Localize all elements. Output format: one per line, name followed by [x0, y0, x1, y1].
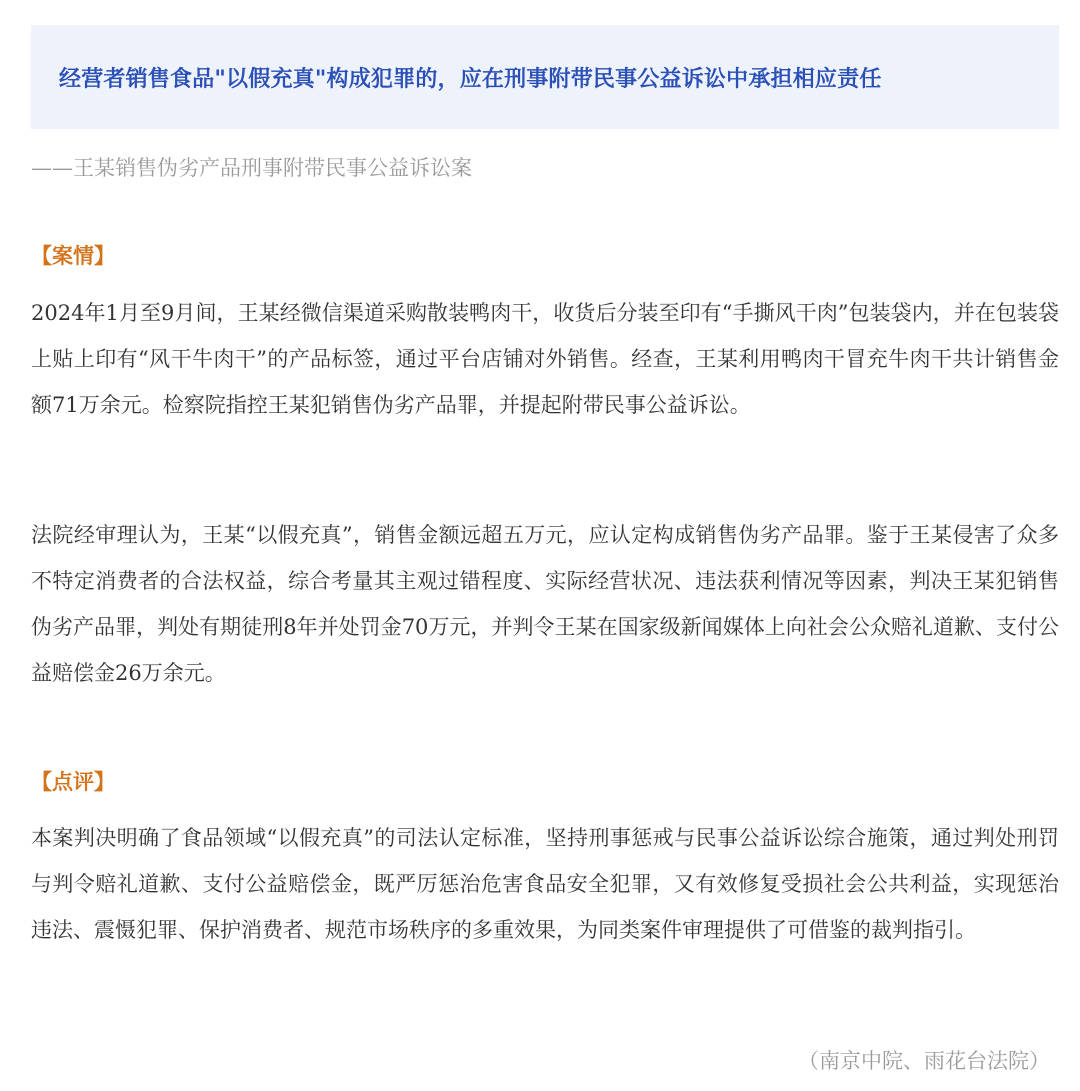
case-paragraph-1: 2024年1月至9月间，王某经微信渠道采购散装鸭肉干，收货后分装至印有“手撕风干肉”包装袋内，并在包装袋上贴上印有“风干牛肉干”的产品标签，通过平台店铺对外销售。经查，王某利用鸭肉干冒充牛肉干共计销售金额71万余元。检察院指控王某犯销售伪劣产品罪，并提起附带民事公益诉讼。 — [31, 301, 1059, 417]
article-title: 经营者销售食品"以假充真"构成犯罪的，应在刑事附带民事公益诉讼中承担相应责任 — [59, 66, 882, 92]
case-heading: 【案情】 — [31, 243, 115, 268]
article-subtitle: ——王某销售伪劣产品刑事附带民事公益诉讼案 — [31, 156, 472, 180]
source-attribution: （南京中院、雨花台法院） — [798, 1049, 1050, 1073]
comment-paragraph: 本案判决明确了食品领域“以假充真”的司法认定标准，坚持刑事惩戒与民事公益诉讼综合施策，通过判处刑罚与判令赔礼道歉、支付公益赔偿金，既严厉惩治危害食品安全犯罪，又有效修复受损社会公共利益，实现惩治违法、震慑犯罪、保护消费者、规范市场秩序的多重效果，为同类案件审理提供了可借鉴的裁判指引。 — [31, 826, 1059, 942]
title-banner — [31, 25, 1059, 129]
case-paragraph-2: 法院经审理认为，王某“以假充真”，销售金额远超五万元，应认定构成销售伪劣产品罪。鉴于王某侵害了众多不特定消费者的合法权益，综合考量其主观过错程度、实际经营状况、违法获利情况等因素，判决王某犯销售伪劣产品罪，判处有期徒刑8年并处罚金70万元，并判令王某在国家级新闻媒体上向社会公众赔礼道歉、支付公益赔偿金26万余元。 — [31, 523, 1059, 685]
comment-heading: 【点评】 — [31, 769, 115, 794]
